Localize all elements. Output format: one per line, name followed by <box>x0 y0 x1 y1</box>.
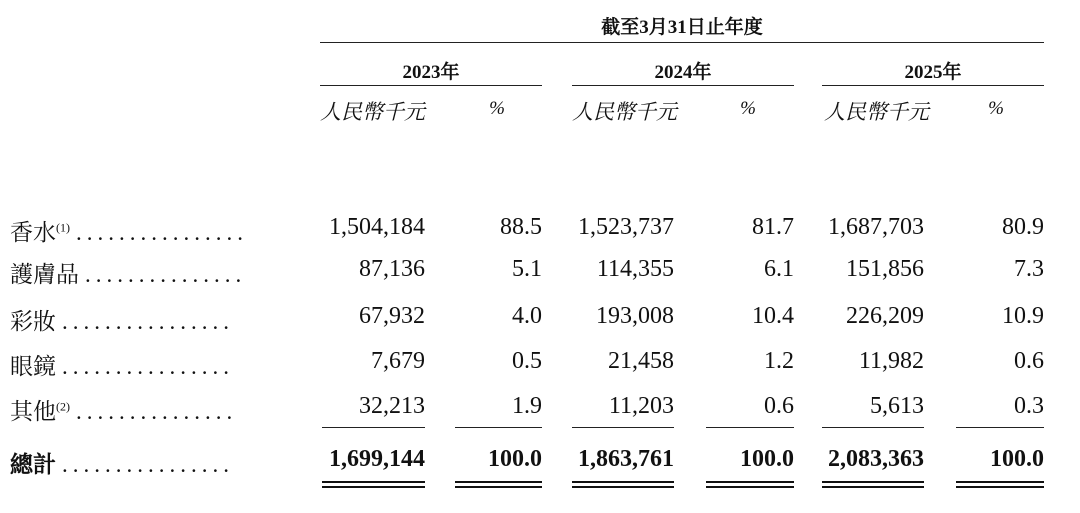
cell-value: 0.5 <box>512 348 542 374</box>
total-value: 100.0 <box>990 446 1044 472</box>
year-rule-2024 <box>572 85 794 86</box>
cell-value: 226,209 <box>846 303 924 329</box>
year-header-2024: 2024年 <box>654 62 712 83</box>
subtotal-rule <box>572 427 674 428</box>
total-double-rule <box>322 486 425 488</box>
subtotal-rule <box>706 427 794 428</box>
total-double-rule <box>455 486 542 488</box>
cell-value: 21,458 <box>608 348 674 374</box>
cell-value: 7,679 <box>371 348 425 374</box>
cell-value: 0.6 <box>1014 348 1044 374</box>
cell-value: 11,203 <box>608 393 674 419</box>
cell-value: 1,687,703 <box>828 214 924 240</box>
subtotal-rule <box>322 427 425 428</box>
subtotal-rule <box>455 427 542 428</box>
cell-value: 80.9 <box>1002 214 1044 240</box>
row-label: 香水$^{(1)}$ ................ <box>10 220 248 245</box>
total-double-rule <box>572 481 674 483</box>
cell-value: 1.2 <box>764 348 794 374</box>
year-header-2025: 2025年 <box>904 62 962 83</box>
unit-amount-2023: 人民幣千元 <box>320 100 425 124</box>
cell-value: 0.3 <box>1014 393 1044 419</box>
row-label: 護膚品 ............... <box>10 262 247 287</box>
total-double-rule <box>822 481 924 483</box>
cell-value: 193,008 <box>596 303 674 329</box>
subtotal-rule <box>822 427 924 428</box>
cell-value: 151,856 <box>846 256 924 282</box>
row-label: 其他$^{(2)}$ ............... <box>10 399 238 424</box>
unit-amount-2024: 人民幣千元 <box>572 100 677 124</box>
total-value: 1,699,144 <box>329 446 425 472</box>
cell-value: 88.5 <box>500 214 542 240</box>
total-double-rule <box>822 486 924 488</box>
total-double-rule <box>455 481 542 483</box>
cell-value: 10.4 <box>752 303 794 329</box>
subtotal-rule <box>956 427 1044 428</box>
cell-value: 67,932 <box>359 303 425 329</box>
cell-value: 5.1 <box>512 256 542 282</box>
unit-pct-2024: % <box>740 98 756 119</box>
total-double-rule <box>956 481 1044 483</box>
cell-value: 11,982 <box>858 348 924 374</box>
total-double-rule <box>322 481 425 483</box>
year-rule-2023 <box>320 85 542 86</box>
row-label: 眼鏡 ................ <box>10 354 234 379</box>
period-header: 截至3月31日止年度 <box>601 17 763 38</box>
total-label: 總計 ................ <box>10 452 234 477</box>
cell-value: 10.9 <box>1002 303 1044 329</box>
cell-value: 1,523,737 <box>578 214 674 240</box>
period-rule <box>320 42 1044 43</box>
cell-value: 32,213 <box>359 393 425 419</box>
cell-value: 1,504,184 <box>329 214 425 240</box>
cell-value: 4.0 <box>512 303 542 329</box>
cell-value: 0.6 <box>764 393 794 419</box>
unit-pct-2023: % <box>489 98 505 119</box>
unit-amount-2025: 人民幣千元 <box>824 100 929 124</box>
year-header-2023: 2023年 <box>402 62 460 83</box>
total-value: 2,083,363 <box>828 446 924 472</box>
cell-value: 1.9 <box>512 393 542 419</box>
row-label: 彩妝 ................ <box>10 309 234 334</box>
total-value: 100.0 <box>740 446 794 472</box>
unit-pct-2025: % <box>988 98 1004 119</box>
total-value: 1,863,761 <box>578 446 674 472</box>
total-double-rule <box>956 486 1044 488</box>
cell-value: 5,613 <box>870 393 924 419</box>
total-double-rule <box>706 481 794 483</box>
cell-value: 81.7 <box>752 214 794 240</box>
year-rule-2025 <box>822 85 1044 86</box>
cell-value: 87,136 <box>359 256 425 282</box>
total-value: 100.0 <box>488 446 542 472</box>
cell-value: 7.3 <box>1014 256 1044 282</box>
total-double-rule <box>572 486 674 488</box>
total-double-rule <box>706 486 794 488</box>
cell-value: 6.1 <box>764 256 794 282</box>
cell-value: 114,355 <box>596 256 674 282</box>
